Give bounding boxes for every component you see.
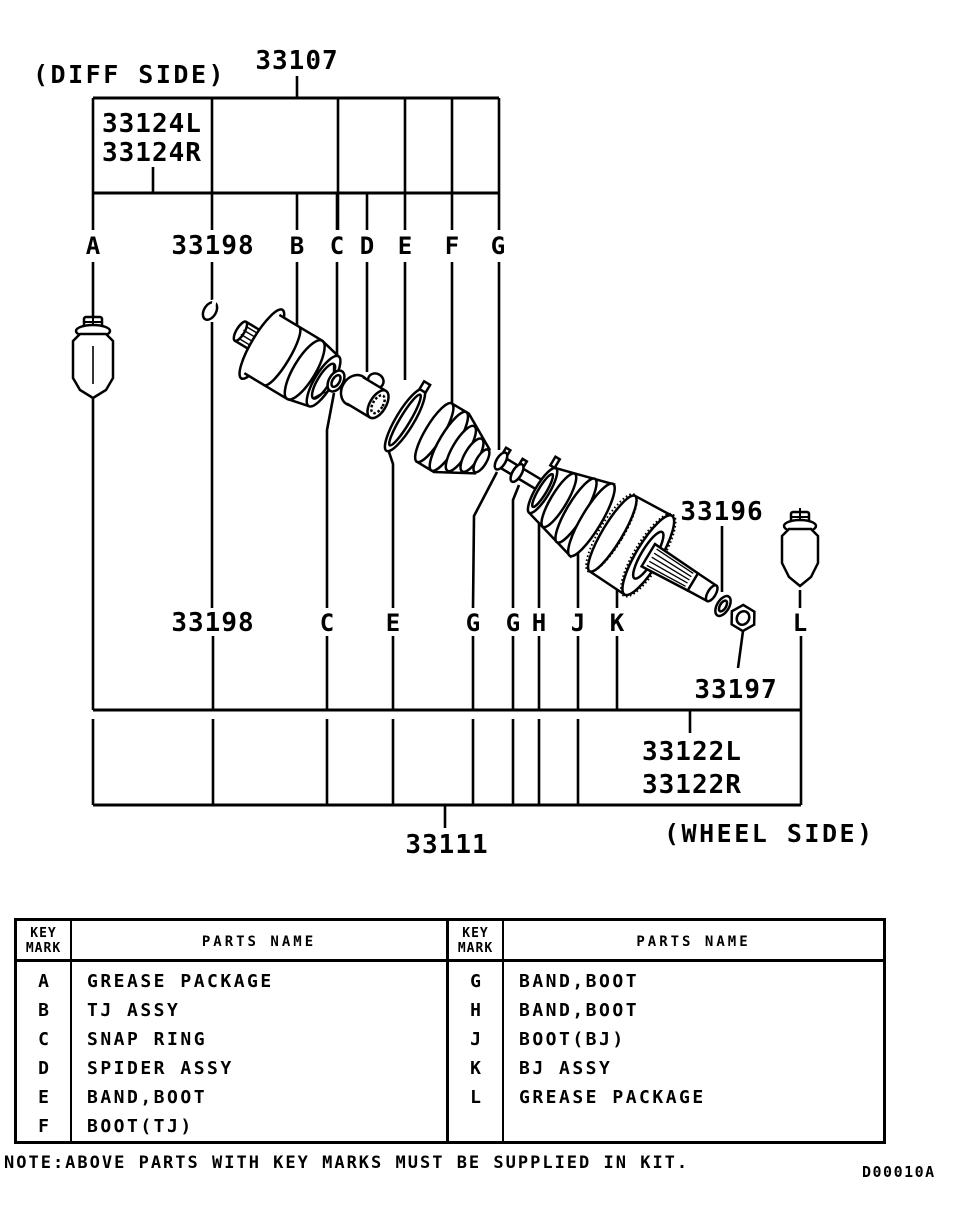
key-mark-h: H — [531, 609, 547, 637]
key-mark-g: G — [490, 232, 506, 260]
header-key-line2: MARK — [25, 941, 62, 956]
table-row-name: GREASE PACKAGE — [87, 971, 274, 992]
doc-code: D00010A — [862, 1163, 936, 1181]
table-header-parts-right: PARTS NAME — [504, 921, 883, 962]
callout-33196: 33196 — [680, 497, 764, 527]
part-nut-33197 — [726, 602, 760, 635]
callout-33198-bottom: 33198 — [171, 608, 255, 638]
key-mark-c: C — [329, 232, 345, 260]
key-mark-l: L — [792, 609, 808, 637]
table-header-key-right — [449, 921, 504, 962]
table-row-mark: B — [38, 1000, 49, 1021]
key-mark-column-left — [17, 962, 72, 1141]
table-row-mark: E — [38, 1087, 49, 1108]
table-row-name: BAND,BOOT — [519, 971, 640, 992]
table-row-mark: K — [470, 1058, 481, 1079]
table-row-name: BOOT(TJ) — [87, 1116, 194, 1137]
part-grease-package-l — [782, 508, 818, 586]
key-mark-table — [14, 918, 886, 1144]
key-mark-f: F — [444, 232, 460, 260]
table-row-mark: C — [38, 1029, 49, 1050]
key-mark-column-right — [449, 962, 504, 1141]
key-mark-g3: G — [505, 609, 521, 637]
note-text: NOTE:ABOVE PARTS WITH KEY MARKS MUST BE SUPPLIED IN KIT. — [4, 1153, 690, 1173]
part-boot-tj — [409, 399, 503, 493]
table-row-mark: L — [470, 1087, 481, 1108]
drive-shaft-drawing — [73, 295, 818, 636]
key-mark-b: B — [289, 232, 305, 260]
table-row-name: TJ ASSY — [87, 1000, 181, 1021]
table-header-parts-left: PARTS NAME — [72, 921, 449, 962]
table-row-mark: D — [38, 1058, 49, 1079]
key-mark-j: J — [570, 609, 586, 637]
part-leader-lines — [93, 262, 800, 710]
header-key-line1: KEY — [462, 926, 489, 941]
key-mark-e2: E — [385, 609, 401, 637]
key-mark-c2: C — [319, 609, 335, 637]
callout-33111: 33111 — [405, 830, 489, 860]
header-key-line1: KEY — [30, 926, 57, 941]
key-mark-a: A — [85, 232, 101, 260]
callout-33124L: 33124L — [102, 109, 202, 139]
table-row-name: BAND,BOOT — [87, 1087, 208, 1108]
table-row-name: BJ ASSY — [519, 1058, 613, 1079]
header-key-line2: MARK — [457, 941, 494, 956]
callout-33198-top: 33198 — [171, 231, 255, 261]
parts-name-column-left — [72, 962, 449, 1141]
diff-side-label: (DIFF SIDE) — [33, 60, 227, 89]
table-row-name: SNAP RING — [87, 1029, 208, 1050]
table-row-mark: A — [38, 971, 49, 992]
table-row-mark: G — [470, 971, 481, 992]
table-row-name: BAND,BOOT — [519, 1000, 640, 1021]
table-row-mark: H — [470, 1000, 481, 1021]
key-mark-e: E — [397, 232, 413, 260]
key-mark-g2: G — [465, 609, 481, 637]
key-mark-row-top — [86, 231, 505, 261]
table-row-mark: F — [38, 1116, 49, 1137]
callout-33124R: 33124R — [102, 138, 202, 168]
key-mark-k: K — [609, 609, 625, 637]
callout-33197: 33197 — [694, 675, 778, 705]
part-band-boot-h — [550, 457, 559, 468]
key-mark-d: D — [359, 232, 375, 260]
callout-33122L: 33122L — [642, 737, 742, 767]
table-header-key-left — [17, 921, 72, 962]
table-row-name: BOOT(BJ) — [519, 1029, 626, 1050]
parts-name-column-right — [504, 962, 883, 1141]
table-row-name: GREASE PACKAGE — [519, 1087, 706, 1108]
table-row-mark: J — [470, 1029, 481, 1050]
callout-33122R: 33122R — [642, 770, 742, 800]
wheel-side-label: (WHEEL SIDE) — [664, 819, 875, 848]
table-row-name: SPIDER ASSY — [87, 1058, 234, 1079]
callout-33107: 33107 — [255, 46, 339, 76]
key-mark-row-bottom — [171, 608, 807, 638]
part-snap-ring-33198 — [200, 298, 221, 323]
part-grease-package-a — [73, 313, 113, 398]
